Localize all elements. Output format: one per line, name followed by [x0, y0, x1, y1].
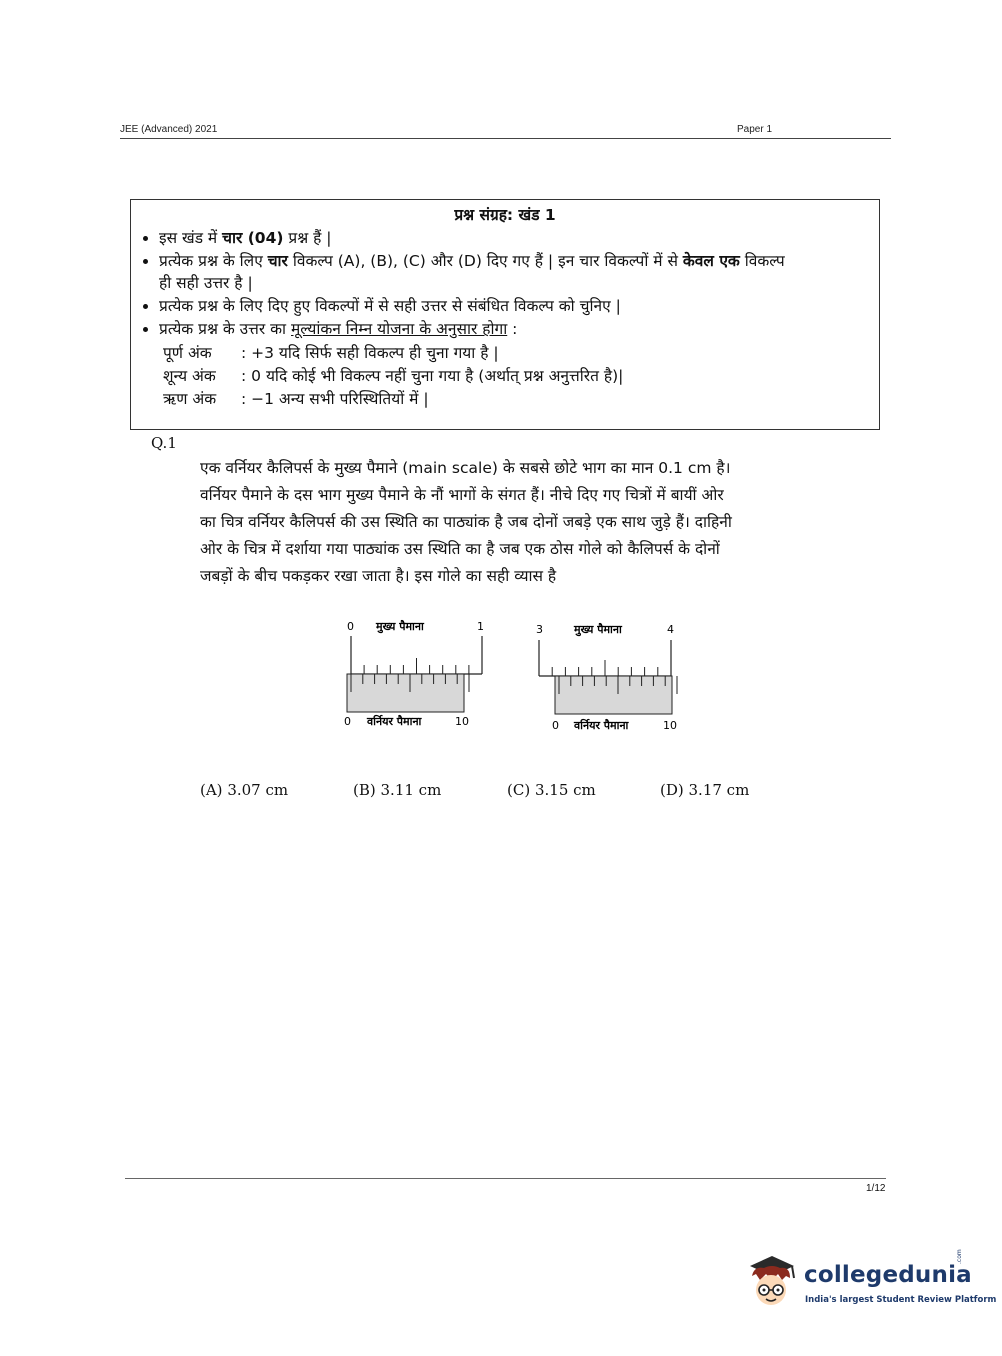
brand-tagline: India's largest Student Review Platform [805, 1295, 997, 1305]
marks-text-negative: : −1 अन्य सभी परिस्थितियों में | [241, 390, 429, 408]
right-caliper [536, 622, 677, 732]
option-d[interactable] [660, 781, 749, 799]
mascot-icon [742, 1252, 802, 1312]
option-c-key: (C) [507, 781, 531, 799]
marks-text-full: : +3 यदि सिर्फ सही विकल्प ही चुना गया है | [241, 344, 499, 362]
bullet-icon [143, 259, 148, 264]
option-d-value: 3.17 cm [688, 781, 750, 799]
option-b-value: 3.11 cm [380, 781, 442, 799]
instructions-box [130, 199, 880, 430]
instruction-line-2: प्रत्येक प्रश्न के लिए चार विकल्प (A), (B), (C) और (D) दिए गए हैं | इन चार विकल्पों में से केवल एक विकल्प [159, 252, 785, 270]
left-vernier-start: 0 [344, 715, 351, 728]
question-number: Q.1 [151, 434, 177, 452]
left-main-end: 1 [477, 620, 484, 633]
footer-rule [125, 1178, 886, 1179]
header-right: Paper 1 [737, 124, 773, 135]
right-main-label: मुख्य पैमाना [574, 623, 622, 636]
option-d-key: (D) [660, 781, 684, 799]
left-main-start: 0 [347, 620, 354, 633]
right-vernier-label: वर्नियर पैमाना [574, 719, 629, 732]
right-main-end: 4 [667, 623, 674, 636]
marks-label-negative: ऋण अंक [163, 390, 217, 408]
bullet-icon [143, 327, 148, 332]
header-rule [120, 138, 891, 139]
right-main-start: 3 [536, 623, 543, 636]
vernier-figure [330, 612, 690, 740]
left-main-label: मुख्य पैमाना [376, 620, 424, 633]
brand-name: collegedunia [804, 1262, 972, 1288]
instruction-line-1: इस खंड में चार (04) प्रश्न हैं | [159, 229, 332, 247]
brand-suffix: .com [956, 1249, 963, 1264]
question-line-5: जबड़ों के बीच पकड़कर रखा जाता है। इस गोले का सही व्यास है [200, 567, 557, 585]
question-line-2: वर्नियर पैमाने के दस भाग मुख्य पैमाने के नौं भागों के संगत हैं। नीचे दिए गए चित्रों में बायीं ओर [200, 486, 724, 504]
left-vernier-label: वर्नियर पैमाना [367, 715, 422, 728]
marks-text-zero: : 0 यदि कोई भी विकल्प नहीं चुना गया है (अर्थात् प्रश्न अनुत्तरित है)| [241, 367, 624, 385]
option-a-value: 3.07 cm [227, 781, 289, 799]
header-left: JEE (Advanced) 2021 [120, 124, 218, 135]
question-line-4: ओर के चित्र में दर्शाया गया पाठ्यांक उस स्थिति का है जब एक ठोस गोले को कैलिपर्स के दोनों [200, 540, 720, 558]
left-caliper [344, 619, 484, 728]
option-c[interactable] [507, 781, 596, 799]
instruction-line-4: प्रत्येक प्रश्न के उत्तर का मूल्यांकन निम्न योजना के अनुसार होगा : [159, 320, 518, 338]
bullet-icon [143, 236, 148, 241]
option-c-value: 3.15 cm [534, 781, 596, 799]
question-line-3: का चित्र वर्नियर कैलिपर्स की उस स्थिति का पाठ्यांक है जब दोनों जबड़े एक साथ जुड़े हैं। दाहिनी [200, 513, 732, 531]
option-b-key: (B) [353, 781, 376, 799]
right-vernier-end: 10 [663, 719, 677, 732]
option-a[interactable] [200, 781, 288, 799]
collegedunia-logo[interactable] [742, 1249, 997, 1322]
marks-label-zero: शून्य अंक [163, 367, 216, 385]
instructions-title: प्रश्न संग्रह: खंड 1 [454, 206, 556, 224]
option-a-key: (A) [200, 781, 223, 799]
bullet-icon [143, 304, 148, 309]
marks-label-full: पूर्ण अंक [163, 344, 212, 362]
instruction-line-2b: ही सही उत्तर है | [159, 274, 253, 292]
instruction-line-3: प्रत्येक प्रश्न के लिए दिए हुए विकल्पों में से सही उत्तर से संबंधित विकल्प को चुनिए | [159, 297, 621, 315]
option-b[interactable] [353, 781, 441, 799]
question-line-1: एक वर्नियर कैलिपर्स के मुख्य पैमाने (main scale) के सबसे छोटे भाग का मान 0.1 cm है। [200, 459, 731, 477]
right-vernier-start: 0 [552, 719, 559, 732]
page-number: 1/12 [866, 1183, 886, 1194]
left-vernier-end: 10 [455, 715, 469, 728]
